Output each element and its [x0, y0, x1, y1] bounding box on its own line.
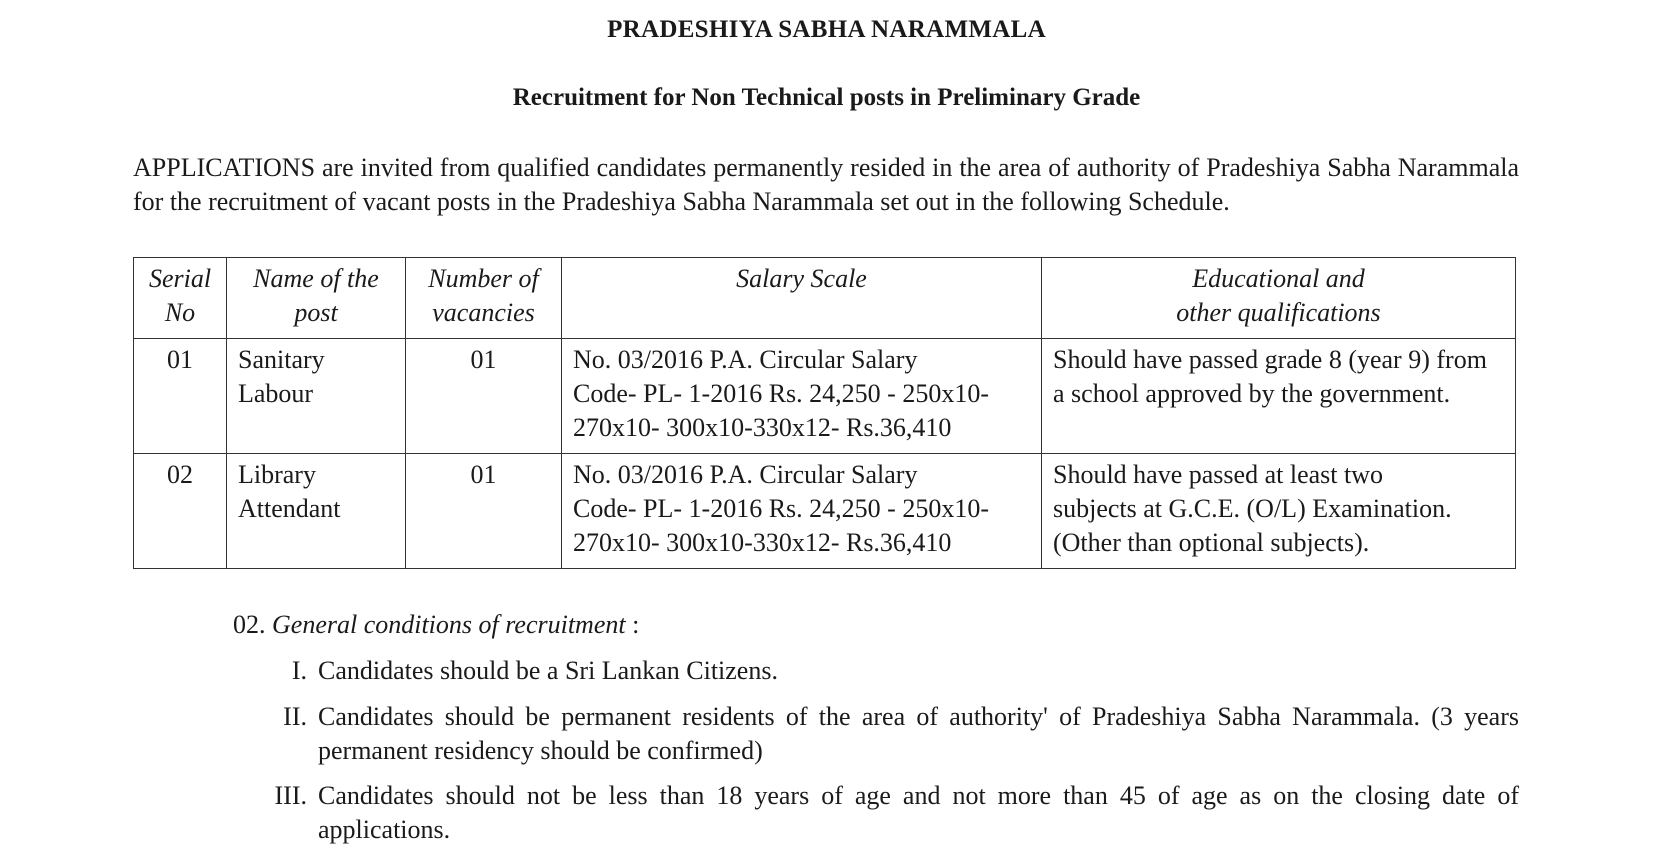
intro-paragraph: APPLICATIONS are invited from qualified candidates permanently resided in the area of authority of Pradeshiya Sabha Narammala for the recruitment of vacant posts in the Pradeshiya Sabha Narammala set out in the following Schedule. — [133, 153, 1519, 216]
condition-numeral: II. — [283, 702, 307, 731]
header-qualifications-line1: Educational and — [1192, 264, 1365, 293]
qualification-line1: Should have passed grade 8 (year 9) from — [1053, 345, 1487, 374]
section-heading: General conditions of recruitment — [272, 610, 626, 639]
salary-line1: No. 03/2016 P.A. Circular Salary — [573, 460, 918, 489]
condition-text: Candidates should not be less than 18 years of age and not more than 45 of age as on the closing date of applications. — [318, 781, 1519, 844]
header-post-name-line2: post — [294, 298, 338, 327]
table-header-row — [134, 258, 1516, 339]
table-row — [134, 454, 1516, 569]
header-vacancies-line1: Number of — [428, 264, 539, 293]
section-colon: : — [625, 610, 640, 639]
header-vacancies — [406, 258, 562, 339]
header-salary-scale — [562, 258, 1042, 339]
header-vacancies-line2: vacancies — [432, 298, 535, 327]
cell-vacancies: 01 — [406, 339, 562, 454]
section-number: 02. — [233, 610, 266, 639]
cell-serial: 01 — [134, 339, 227, 454]
header-salary-line1: Salary Scale — [736, 264, 867, 293]
salary-line3: 270x10- 300x10-330x12- Rs.36,410 — [573, 528, 952, 557]
header-serial — [134, 258, 227, 339]
cell-post-name — [227, 339, 406, 454]
cell-qualifications — [1042, 339, 1516, 454]
header-post-name-line1: Name of the — [253, 264, 379, 293]
document-title: PRADESHIYA SABHA NARAMMALA — [607, 16, 1046, 43]
condition-item — [262, 779, 1519, 847]
qualification-line2: subjects at G.C.E. (O/L) Examination. — [1053, 494, 1452, 523]
cell-vacancies: 01 — [406, 454, 562, 569]
condition-text: Candidates should be a Sri Lankan Citizens. — [318, 656, 778, 685]
cell-salary-scale — [562, 454, 1042, 569]
qualification-line1: Should have passed at least two — [1053, 460, 1383, 489]
salary-line2: Code- PL- 1-2016 Rs. 24,250 - 250x10- — [573, 494, 989, 523]
table-row — [134, 339, 1516, 454]
qualification-line2: a school approved by the government. — [1053, 379, 1451, 408]
header-serial-line2: No — [164, 298, 196, 327]
condition-numeral: I. — [291, 656, 307, 685]
cell-serial: 02 — [134, 454, 227, 569]
condition-item — [262, 700, 1519, 768]
cell-salary-scale — [562, 339, 1042, 454]
salary-line3: 270x10- 300x10-330x12- Rs.36,410 — [573, 413, 952, 442]
header-serial-line1: Serial — [148, 264, 212, 293]
header-post-name — [227, 258, 406, 339]
salary-line1: No. 03/2016 P.A. Circular Salary — [573, 345, 918, 374]
post-name-line2: Attendant — [238, 494, 341, 523]
cell-post-name — [227, 454, 406, 569]
post-name-line2: Labour — [238, 379, 314, 408]
cell-qualifications — [1042, 454, 1516, 569]
conditions-heading — [233, 608, 639, 642]
condition-text: Candidates should be permanent residents of the area of authority' of Pradeshiya Sabha Narammala. (3 years permanent residency should be confirmed) — [318, 702, 1519, 765]
salary-line2: Code- PL- 1-2016 Rs. 24,250 - 250x10- — [573, 379, 989, 408]
schedule-table — [133, 257, 1516, 569]
post-name-line1: Sanitary — [238, 345, 325, 374]
condition-item — [262, 654, 1519, 688]
header-qualifications — [1042, 258, 1516, 339]
header-qualifications-line2: other qualifications — [1176, 298, 1381, 327]
post-name-line1: Library — [238, 460, 316, 489]
condition-numeral: III. — [274, 781, 307, 810]
qualification-line3: (Other than optional subjects). — [1053, 528, 1370, 557]
document-subtitle: Recruitment for Non Technical posts in Preliminary Grade — [512, 84, 1141, 111]
